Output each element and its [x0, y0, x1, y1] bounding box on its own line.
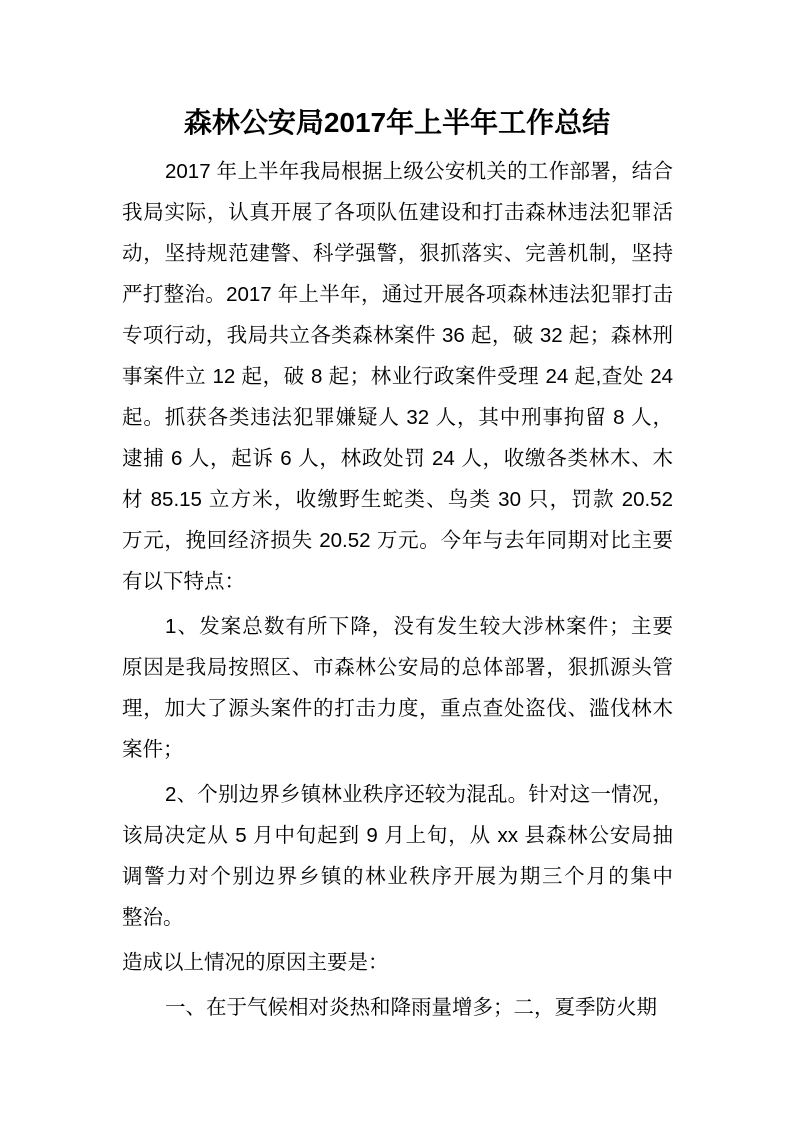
body-paragraph-point-1 — [122, 606, 673, 770]
paragraph-line: 1、发案总数有所下降，没有发生较大涉林案件；主要 — [165, 615, 673, 638]
body-paragraph-summary — [122, 151, 673, 602]
paragraph-line: 原因是我局按照区、市森林公安局的总体部署，狠抓源头管 — [122, 656, 673, 679]
paragraph-line: 动，坚持规范建警、科学强警，狠抓落实、完善机制，坚持 — [122, 242, 673, 265]
paragraph-line: 造成以上情况的原因主要是： — [122, 951, 389, 974]
paragraph-line: 起。抓获各类违法犯罪嫌疑人 32 人，其中刑事拘留 8 人， — [122, 406, 673, 429]
paragraph-line: 严打整治。2017 年上半年，通过开展各项森林违法犯罪打击 — [122, 283, 673, 306]
paragraph-line: 万元，挽回经济损失 20.52 万元。今年与去年同期对比主要 — [122, 529, 673, 552]
paragraph-line: 2、个别边界乡镇林业秩序还较为混乱。针对这一情况， — [165, 783, 673, 806]
paragraph-line: 专项行动，我局共立各类森林案件 36 起，破 32 起；森林刑 — [122, 324, 673, 347]
paragraph-line: 理，加大了源头案件的打击力度，重点查处盗伐、滥伐林木 — [122, 697, 673, 720]
paragraph-line: 调警力对个别边界乡镇的林业秩序开展为期三个月的集中 — [122, 865, 673, 888]
paragraph-line: 整治。 — [122, 906, 184, 929]
paragraph-line: 我局实际，认真开展了各项队伍建设和打击森林违法犯罪活 — [122, 201, 673, 224]
document-body — [122, 151, 673, 1032]
paragraph-line: 逮捕 6 人，起诉 6 人，林政处罚 24 人，收缴各类林木、木 — [122, 447, 673, 470]
paragraph-line: 有以下特点： — [122, 570, 245, 593]
paragraph-line: 案件； — [122, 738, 184, 761]
paragraph-line: 一、在于气候相对炎热和降雨量增多；二，夏季防火期 — [165, 996, 657, 1019]
paragraph-line: 事案件立 12 起，破 8 起；林业行政案件受理 24 起,查处 24 — [122, 365, 673, 388]
paragraph-line: 该局决定从 5 月中旬起到 9 月上旬，从 xx 县森林公安局抽 — [122, 824, 673, 847]
body-paragraph-causes-heading — [122, 942, 673, 983]
document-title: 森林公安局2017年上半年工作总结 — [183, 107, 611, 138]
paragraph-line: 材 85.15 立方米，收缴野生蛇类、鸟类 30 只，罚款 20.52 — [122, 488, 673, 511]
body-paragraph-causes — [122, 987, 673, 1028]
body-paragraph-point-2 — [122, 774, 673, 938]
paragraph-line: 2017 年上半年我局根据上级公安机关的工作部署，结合 — [165, 160, 673, 183]
